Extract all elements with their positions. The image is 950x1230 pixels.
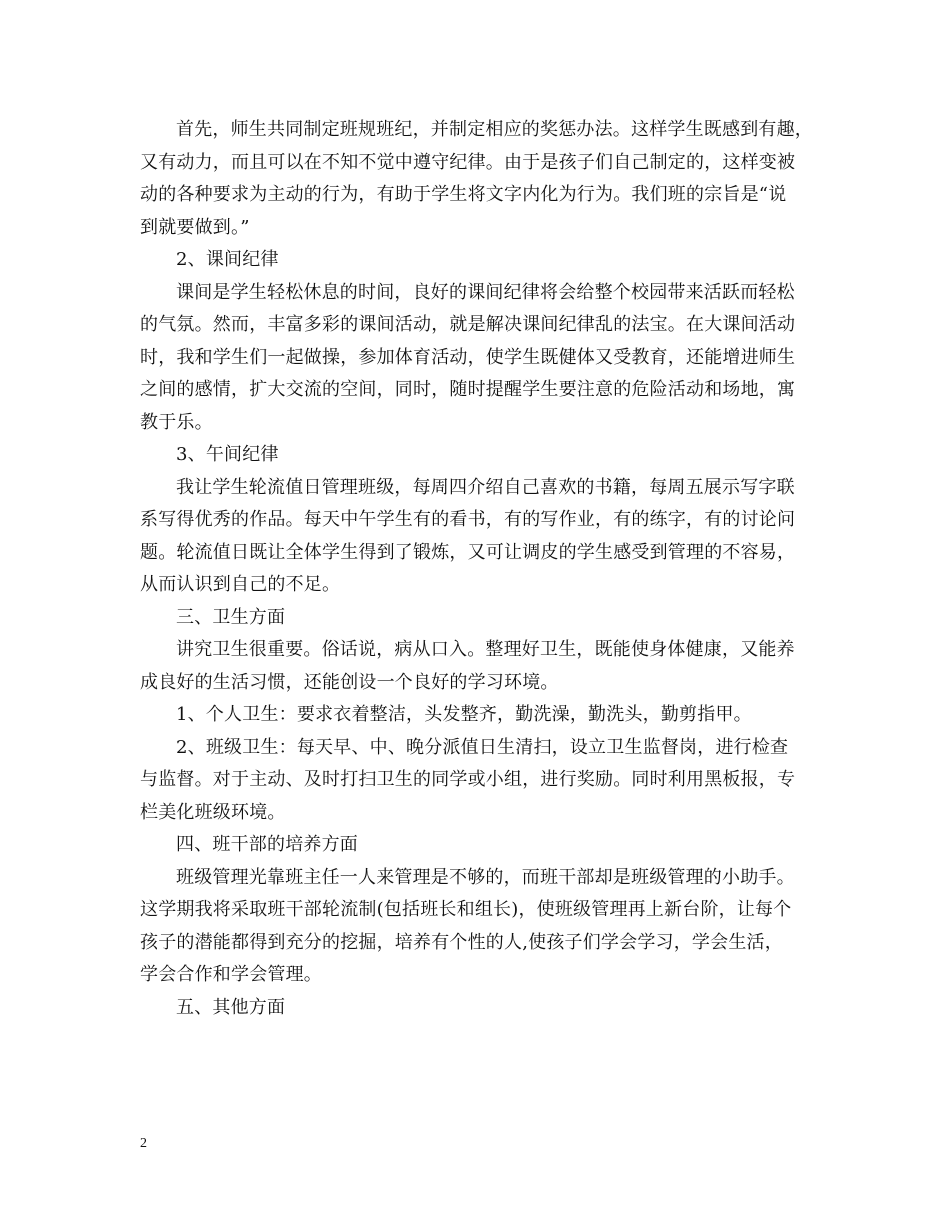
text-line: 1、个人卫生：要求衣着整洁，头发整齐，勤洗澡，勤洗头，勤剪指甲。 xyxy=(176,704,752,725)
paragraph xyxy=(140,829,840,862)
document-body xyxy=(140,114,840,1024)
paragraph xyxy=(140,732,840,830)
paragraph xyxy=(140,862,840,992)
text-line: 栏美化班级环境。 xyxy=(140,801,286,823)
text-line: 题。轮流值日既让全体学生得到了锻炼，又可让调皮的学生感受到管理的不容易， xyxy=(140,541,796,563)
text-line: 又有动力，而且可以在不知不觉中遵守纪律。由于是孩子们自己制定的，这样变被 xyxy=(140,151,796,173)
text-line: 从而认识到自己的不足。 xyxy=(140,574,341,595)
paragraph xyxy=(140,439,840,472)
text-line: 课间是学生轻松休息的时间，良好的课间纪律将会给整个校园带来活跃而轻松 xyxy=(176,281,795,303)
text-line: 教于乐。 xyxy=(140,411,213,433)
paragraph xyxy=(140,472,840,602)
text-line: 2、班级卫生：每天早、中、晚分派值日生清扫，设立卫生监督岗，进行检查 xyxy=(176,736,789,758)
text-line: 的气氛。然而，丰富多彩的课间活动，就是解决课间纪律乱的法宝。在大课间活动 xyxy=(140,314,796,335)
text-line: 动的各种要求为主动的行为，有助于学生将文字内化为行为。我们班的宗旨是“说 xyxy=(140,184,787,205)
text-line: 班级管理光靠班主任一人来管理是不够的，而班干部却是班级管理的小助手。 xyxy=(176,866,795,888)
text-line: 时，我和学生们一起做操，参加体育活动，使学生既健体又受教育，还能增进师生 xyxy=(140,346,796,368)
paragraph xyxy=(140,244,840,277)
text-line: 到就要做到。” xyxy=(140,216,250,238)
page-number: 2 xyxy=(140,1136,147,1151)
paragraph xyxy=(140,992,840,1025)
text-line: 首先，师生共同制定班规班纪，并制定相应的奖惩办法。这样学生既感到有趣， xyxy=(176,119,813,140)
text-line: 与监督。对于主动、及时打扫卫生的同学或小组，进行奖励。同时利用黑板报，专 xyxy=(140,769,796,790)
text-line: 成良好的生活习惯，还能创设一个良好的学习环境。 xyxy=(140,671,559,693)
paragraph xyxy=(140,114,840,244)
paragraph xyxy=(140,277,840,440)
paragraph xyxy=(140,699,840,732)
text-line: 这学期我将采取班干部轮流制(包括班长和组长)，使班级管理再上新台阶，让每个 xyxy=(140,899,792,920)
text-line: 四、班干部的培养方面 xyxy=(176,834,358,855)
paragraph xyxy=(140,634,840,699)
paragraph xyxy=(140,602,840,635)
text-line: 系写得优秀的作品。每天中午学生有的看书，有的写作业，有的练字，有的讨论问 xyxy=(140,509,796,530)
text-line: 三、卫生方面 xyxy=(176,606,286,628)
text-line: 之间的感情，扩大交流的空间，同时，随时提醒学生要注意的危险活动和场地，寓 xyxy=(140,379,796,400)
text-line: 2、课间纪律 xyxy=(176,249,279,270)
text-line: 讲究卫生很重要。俗话说，病从口入。整理好卫生，既能使身体健康，又能养 xyxy=(176,639,795,660)
text-line: 我让学生轮流值日管理班级，每周四介绍自己喜欢的书籍，每周五展示写字联 xyxy=(176,476,795,498)
text-line: 3、午间纪律 xyxy=(176,444,279,465)
text-line: 学会合作和学会管理。 xyxy=(140,964,322,985)
text-line: 孩子的潜能都得到充分的挖掘，培养有个性的人,使孩子们学会学习，学会生活， xyxy=(140,931,783,953)
text-line: 五、其他方面 xyxy=(176,996,286,1018)
